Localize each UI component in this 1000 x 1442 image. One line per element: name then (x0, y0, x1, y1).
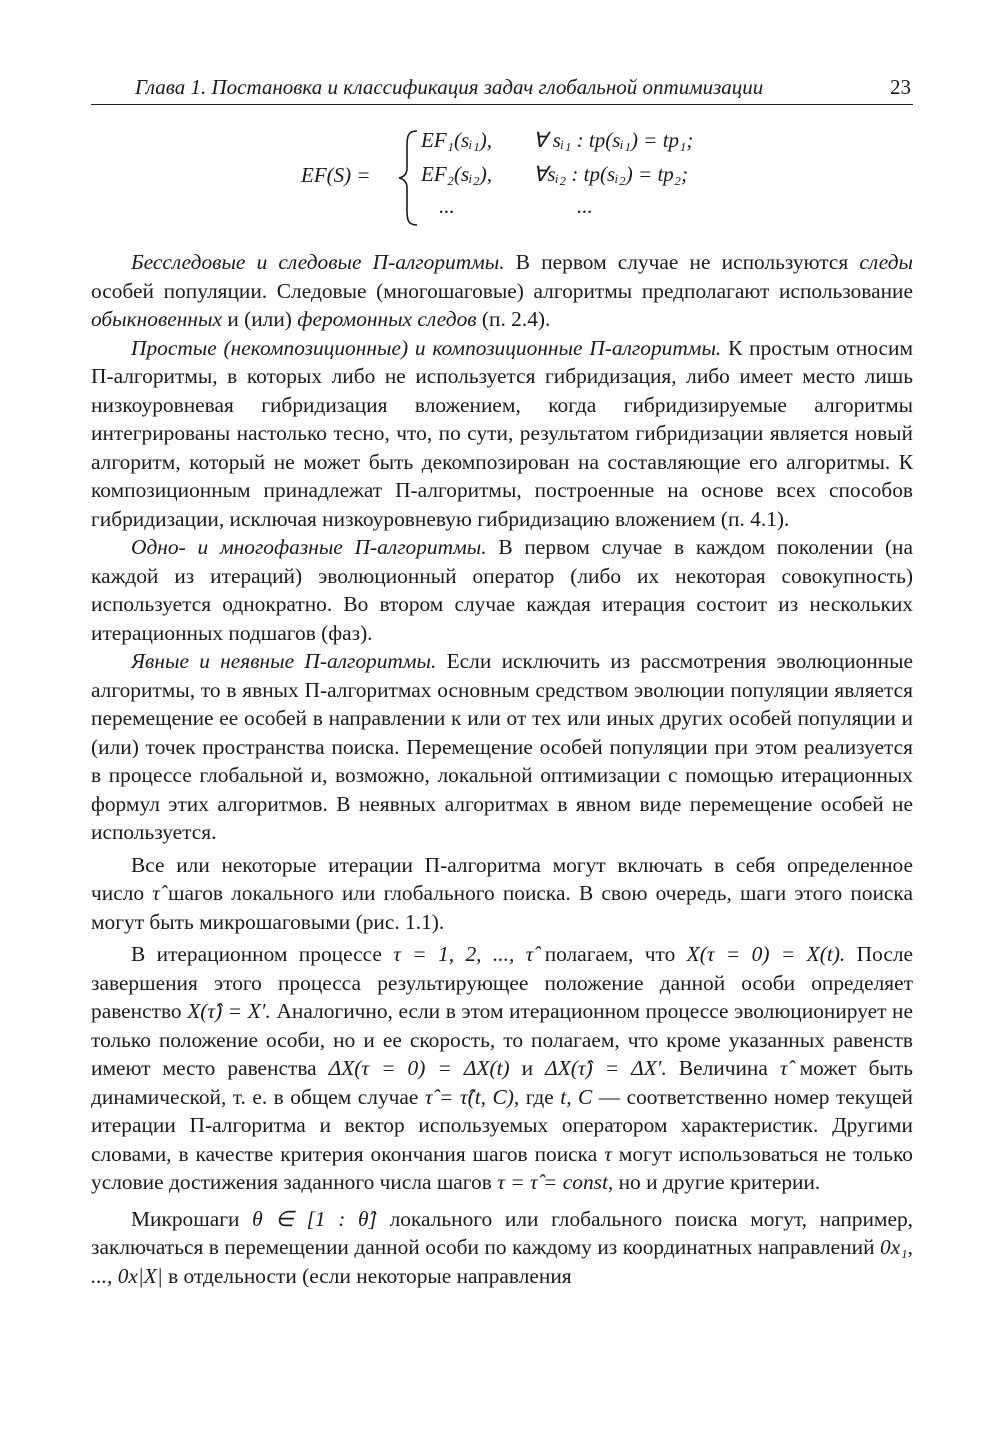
math-inline: 0x₁, ..., 0x|X| (91, 1235, 913, 1288)
case-2-expression: EF₂(sᵢ₂), (421, 162, 492, 186)
text-run: В первом случае не используются (504, 250, 860, 274)
formula-lhs: EF(S) = (301, 163, 371, 187)
text-run: Если исключить из рассмотрения эволюционные алгоритмы, то в явных П-алгоритмах основным средством эволюции популяции является перемещение ее особей в направлении к или от тех или иных других особей популяции и (или) точек пространства поиска. Перемещение особей популяции при этом реализуется в процессе глобальной и, возможно, локальной оптимизации с помощью итерационных формул этих алгоритмов. В неявных алгоритмах в явном виде перемещение особей не используется. (91, 649, 913, 844)
emphasis: обыкновенных (91, 307, 222, 331)
paragraph-composition-algorithms (91, 334, 913, 534)
math-inline: τ̂ (152, 881, 160, 905)
text-run: но и другие критерии. (613, 1170, 821, 1194)
formula-case-3 (439, 194, 593, 219)
paragraph-lead: Бесследовые и следовые П-алгоритмы. (131, 250, 505, 274)
left-brace-icon (397, 128, 419, 228)
paragraph-explicit-algorithms (91, 647, 913, 847)
text-run: могут использоваться не только условие достижения заданного числа шагов (91, 1141, 913, 1194)
emphasis: следы (859, 250, 913, 274)
text-run: особей популяции. Следовые (многошаговые) алгоритмы предполагают использование (91, 278, 913, 303)
paragraph-lead: Одно- и многофазные П-алгоритмы. (131, 535, 487, 559)
text-run: Величина (666, 1056, 780, 1080)
text-run: В первом случае в каждом поколении (на каждой из итераций) эволюционный оператор (либо их некоторая совокупность) используется однократно. Во втором случае каждая итерация состоит из нескольких итерационных подшагов (фаз). (91, 535, 914, 645)
case-2-condition: ∀sᵢ₂ : tp(sᵢ₂) = tp₂; (533, 162, 689, 186)
text-run: в отдельности (если некоторые направления (162, 1263, 572, 1288)
chapter-title: Глава 1. Постановка и классификация задач глобальной оптимизации (135, 75, 764, 99)
math-inline: τ̂ (779, 1056, 788, 1080)
page-number: 23 (890, 75, 911, 99)
text-run: Микрошаги (131, 1206, 253, 1231)
paragraph-search-steps (91, 851, 913, 937)
text-run: где (519, 1084, 561, 1109)
math-inline: τ = τ̂ = const, (497, 1170, 614, 1194)
paragraph-iteration-process (91, 940, 913, 1197)
emphasis: феромонных следов (297, 307, 477, 331)
paragraph-traceless-algorithms (91, 248, 913, 334)
math-inline: θ ∈ [1 : θ̂] (252, 1206, 377, 1231)
body-text (91, 248, 913, 1290)
math-inline: τ̂ = τ̂(t, C), (424, 1084, 520, 1109)
text-run: К простым относим П-алгоритмы, в которых либо не используется гибридизация, либо имеет место лишь низкоуровневая гибридизация вложением, когда гибридизируемые алгоритмы интегрированы настолько тесно, что, по сути, результатом гибридизации является новый алгоритм, который не может быть декомпозирован на составляющие его алгоритмы. К композиционным принадлежат П-алгоритмы, построенные на основе всех способов гибридизации, исключая низкоуровневую гибридизацию вложением (п. 4.1). (91, 335, 913, 531)
case-1-expression: EF₁(sᵢ₁), (421, 128, 492, 152)
text-run: После завершения этого процесса результирующее положение данной особи определяет равенство (91, 942, 914, 1023)
paragraph-phase-algorithms (91, 533, 913, 647)
running-head (91, 70, 913, 105)
formula-case-1 (421, 128, 694, 153)
math-inline: ΔX(τ = 0) = ΔX(t) (328, 1056, 510, 1080)
text-run: (п. 2.4). (476, 307, 551, 331)
text-run: и (509, 1056, 546, 1080)
text-run: — соответственно номер текущей итерации П-алгоритма и вектор используемых оператором характеристик. Другими словами, в качестве критерия окончания шагов поиска (91, 1084, 913, 1166)
paragraph-lead: Простые (некомпозиционные) и композиционные П-алгоритмы. (131, 335, 722, 360)
text-run: полагаем, что (533, 942, 687, 966)
math-inline: X(τ = 0) = X(t). (686, 942, 846, 966)
case-3-expression: ... (439, 194, 455, 218)
text-run: шагов локального или глобального поиска. В свою очередь, шаги этого поиска могут быть микрошаговыми (рис. 1.1). (91, 881, 913, 934)
math-inline: t, C (560, 1084, 593, 1109)
math-inline: τ = 1, 2, ..., τ̂ (393, 942, 534, 966)
paragraph-microsteps (91, 1205, 913, 1291)
text-run: Аналогично, если в этом итерационном процессе эволюционирует не только положение особи, но и ее скорость, то полагаем, что кроме указанных равенств имеют место равенства (91, 999, 913, 1080)
text-run: Все или некоторые итерации П-алгоритма могут включать в себя определенное число (91, 852, 913, 905)
text-run: и (или) (221, 307, 298, 331)
formula-case-2 (421, 162, 689, 187)
case-1-condition: ∀ sᵢ₁ : tp(sᵢ₁) = tp₁; (533, 128, 694, 152)
piecewise-formula (301, 128, 821, 228)
text-run: локального или глобального поиска могут, например, заключаться в перемещении данной особи по каждому из координатных направлений (91, 1206, 913, 1259)
text-run: может быть динамической, т. е. в общем случае (91, 1056, 913, 1109)
math-inline: τ (604, 1141, 612, 1166)
case-3-condition: ... (577, 194, 593, 218)
text-run: В итерационном процессе (131, 942, 394, 966)
paragraph-lead: Явные и неявные П-алгоритмы. (131, 649, 437, 673)
math-inline: X(τ̂) = X′. (187, 999, 271, 1023)
math-inline: ΔX(τ̂) = ΔX′. (545, 1056, 667, 1080)
